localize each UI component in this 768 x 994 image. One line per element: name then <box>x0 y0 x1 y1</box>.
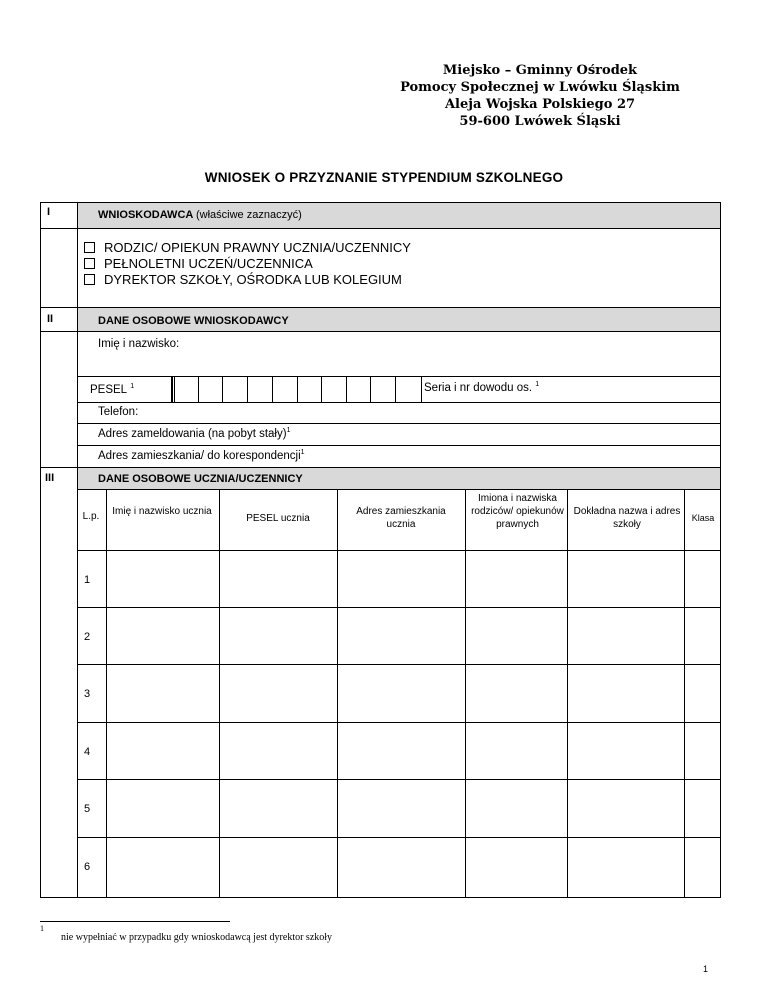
footnote-separator <box>40 921 230 922</box>
checkbox-icon[interactable] <box>84 258 95 269</box>
option-adult-student[interactable]: PEŁNOLETNI UCZEŃ/UCZENNICA <box>84 256 313 271</box>
column-header-student-name: Imię i nazwisko ucznia <box>112 506 212 517</box>
option-parent[interactable]: RODZIC/ OPIEKUN PRAWNY UCZNIA/UCZENNICY <box>84 240 411 255</box>
table-row-number: 1 <box>84 574 91 586</box>
name-field[interactable] <box>78 352 720 376</box>
page-number: 1 <box>703 964 709 974</box>
address-line-2: Pomocy Społecznej w Lwówku Śląskim <box>400 80 680 95</box>
form-title: WNIOSEK O PRZYZNANIE STYPENDIUM SZKOLNEGO <box>204 170 564 185</box>
column-header-guardians: Imiona i nazwiska rodziców/ opiekunów prawnych <box>471 493 564 530</box>
frame-inner-left <box>77 202 78 898</box>
address-line-4: 59-600 Lwówek Śląski <box>459 114 621 129</box>
column-header-lp: L.p. <box>82 511 100 522</box>
section-2-heading: DANE OSOBOWE WNIOSKODAWCY <box>98 315 289 327</box>
section-3-number: III <box>45 472 55 484</box>
section-1-heading: WNIOSKODAWCA (właściwe zaznaczyć) <box>98 209 302 221</box>
section-2-number: II <box>47 313 54 325</box>
table-row-number: 4 <box>84 746 91 758</box>
table-row-number: 5 <box>84 803 91 815</box>
address-line-3: Aleja Wojska Polskiego 27 <box>444 97 636 112</box>
column-header-student-address: Adres zamieszkania ucznia <box>356 506 446 530</box>
checkbox-icon[interactable] <box>84 242 95 253</box>
frame-right <box>720 202 721 898</box>
frame-bottom <box>40 897 721 898</box>
table-row-number: 2 <box>84 631 91 643</box>
id-document-label: Seria i nr dowodu os. $^1$ <box>424 381 540 394</box>
phone-label: Telefon: <box>98 406 139 418</box>
table-row-number: 3 <box>84 688 91 700</box>
footnote-marker: 1 <box>40 924 44 933</box>
pesel-label: PESEL $^1$ <box>90 383 135 396</box>
column-header-class: Klasa <box>691 513 715 523</box>
name-label: Imię i nazwisko: <box>98 338 180 350</box>
pesel-input[interactable] <box>175 377 421 402</box>
section-3-heading: DANE OSOBOWE UCZNIA/UCZENNICY <box>98 473 303 485</box>
option-director[interactable]: DYREKTOR SZKOŁY, OŚRODKA LUB KOLEGIUM <box>84 272 402 287</box>
institution-address <box>380 62 700 130</box>
footnote-text: nie wypełniać w przypadku gdy wnioskodawcą jest dyrektor szkoły <box>61 932 333 943</box>
section-1-number: I <box>47 206 51 218</box>
column-header-school: Dokładna nazwa i adres szkoły <box>573 506 681 530</box>
column-header-student-pesel: PESEL ucznia <box>246 513 310 524</box>
residence-address-label: Adres zamieszkania/ do korespondencji$^1$ <box>98 449 305 462</box>
checkbox-icon[interactable] <box>84 274 95 285</box>
address-line-1: Miejsko – Gminny Ośrodek <box>442 63 638 78</box>
table-row-number: 6 <box>84 861 91 873</box>
id-document-input[interactable] <box>540 377 720 402</box>
registered-address-label: Adres zameldowania (na pobyt stały)$^1$ <box>98 427 291 440</box>
frame-left <box>40 202 41 898</box>
